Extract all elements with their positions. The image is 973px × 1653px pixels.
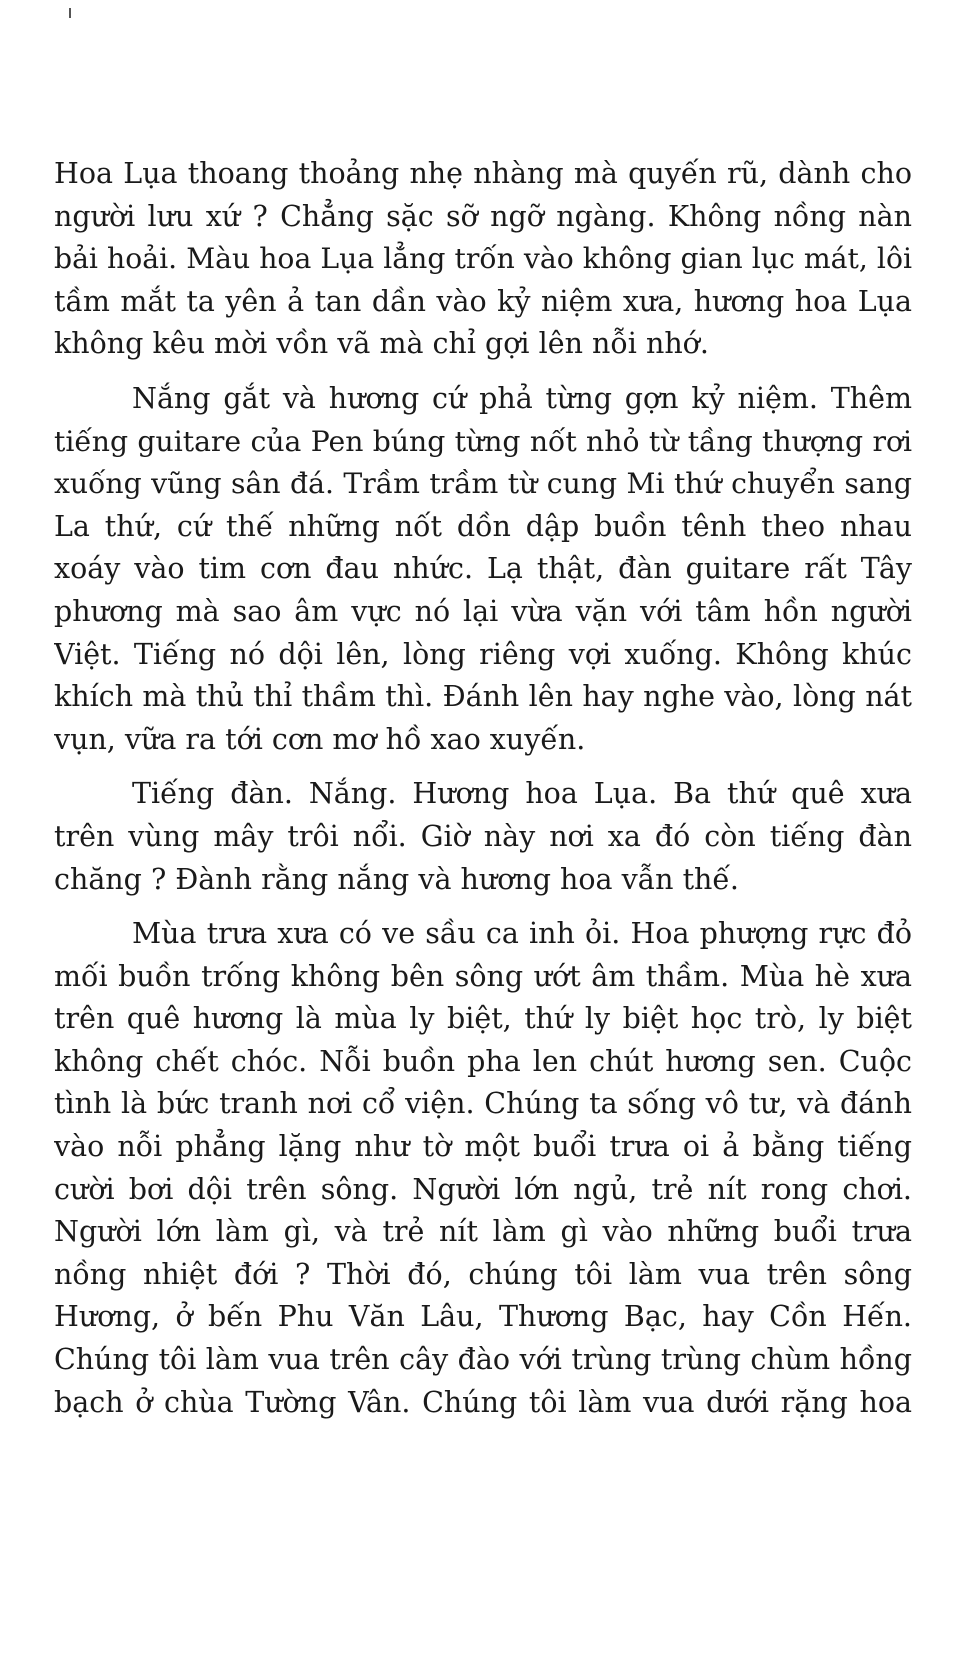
text-line: không kêu mời vồn vã mà chỉ gợi lên nỗi nhớ. bbox=[54, 327, 709, 361]
paragraph-3 bbox=[54, 773, 912, 901]
text-line: Chúng tôi làm vua trên cây đào với trùng trùng chùm hồng bbox=[54, 1343, 912, 1377]
text-line: Việt. Tiếng nó dội lên, lòng riêng vợi xuống. Không khúc bbox=[54, 637, 912, 671]
body-text bbox=[54, 153, 912, 1436]
text-line: tình là bức tranh nơi cổ viện. Chúng ta sống vô tư, và đánh bbox=[54, 1087, 912, 1121]
text-line: Mùa trưa xưa có ve sầu ca inh ỏi. Hoa phượng rực đỏ bbox=[132, 917, 912, 951]
text-line: khích mà thủ thỉ thầm thì. Đánh lên hay nghe vào, lòng nát bbox=[54, 680, 912, 714]
text-line: xoáy vào tim cơn đau nhức. Lạ thật, đàn guitare rất Tây bbox=[54, 552, 912, 586]
text-line: Tiếng đàn. Nắng. Hương hoa Lụa. Ba thứ quê xưa bbox=[132, 777, 912, 811]
text-line: La thứ, cứ thế những nốt dồn dập buồn tênh theo nhau bbox=[54, 509, 912, 543]
paragraph-4 bbox=[54, 913, 912, 1424]
text-line: trên vùng mây trôi nổi. Giờ này nơi xa đó còn tiếng đàn bbox=[54, 819, 912, 853]
text-line: chăng ? Đành rằng nắng và hương hoa vẫn thế. bbox=[54, 862, 739, 896]
text-line: nồng nhiệt đới ? Thời đó, chúng tôi làm vua trên sông bbox=[54, 1257, 912, 1291]
text-line: tiếng guitare của Pen búng từng nốt nhỏ từ tầng thượng rơi bbox=[54, 424, 912, 458]
text-line: người lưu xứ ? Chẳng sặc sỡ ngỡ ngàng. Không nồng nàn bbox=[54, 199, 912, 233]
text-line: vào nỗi phẳng lặng như tờ một buổi trưa oi ả bằng tiếng bbox=[54, 1130, 912, 1164]
text-line: Hoa Lụa thoang thoảng nhẹ nhàng mà quyến rũ, dành cho bbox=[54, 157, 912, 190]
text-line: bải hoải. Màu hoa Lụa lẳng trốn vào không gian lục mát, lôi bbox=[54, 242, 912, 276]
paragraph-2 bbox=[54, 378, 912, 761]
text-line: vụn, vữa ra tới cơn mơ hồ xao xuyến. bbox=[54, 722, 586, 756]
text-line: mối buồn trống không bên sông ướt âm thầm. Mùa hè xưa bbox=[54, 959, 912, 993]
text-line: phương mà sao âm vực nó lại vừa vặn với tâm hồn người bbox=[54, 594, 912, 628]
text-line: trên quê hương là mùa ly biệt, thứ ly biệt học trò, ly biệt bbox=[54, 1002, 912, 1036]
text-line: Nắng gắt và hương cứ phả từng gợn kỷ niệm. Thêm bbox=[132, 381, 912, 415]
text-line: bạch ở chùa Tường Vân. Chúng tôi làm vua dưới rặng hoa bbox=[54, 1385, 912, 1419]
text-line: không chết chóc. Nỗi buồn pha len chút hương sen. Cuộc bbox=[54, 1044, 912, 1078]
text-line: cười bơi dội trên sông. Người lớn ngủ, trẻ nít rong chơi. bbox=[54, 1172, 912, 1206]
scan-mark bbox=[69, 8, 71, 18]
text-line: Người lớn làm gì, và trẻ nít làm gì vào những buổi trưa bbox=[54, 1215, 912, 1249]
text-line: xuống vũng sân đá. Trầm trầm từ cung Mi thứ chuyển sang bbox=[54, 467, 912, 501]
text-line: tầm mắt ta yên ả tan dần vào kỷ niệm xưa, hương hoa Lụa bbox=[54, 284, 912, 318]
paragraph-1 bbox=[54, 153, 912, 366]
text-line: Hương, ở bến Phu Văn Lâu, Thương Bạc, hay Cồn Hến. bbox=[54, 1300, 912, 1334]
